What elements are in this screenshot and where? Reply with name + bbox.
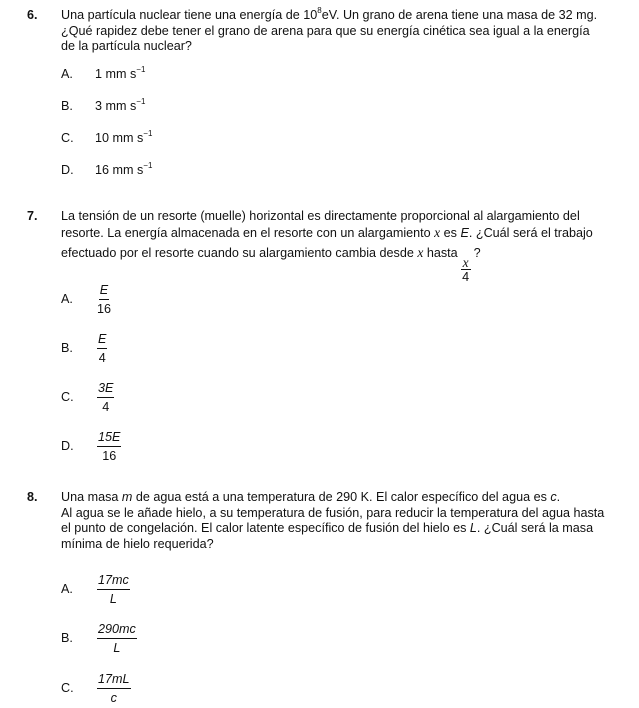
option-label: C. <box>61 681 74 695</box>
option-text: 16 mm $s^{-1}$ <box>95 161 153 177</box>
option-fraction: $\frac{15E}{16}$ <box>98 430 121 463</box>
option-fraction: $\frac{E}{16}$ <box>97 283 112 316</box>
question-stem: Una masa m de agua está a una temperatura de 290 K. El calor específico del agua es c. Al agua se le añade hielo, a su temperatura de fusión, para reducir la temperatura del agua hasta el punto de congelación. El calor latente específico de fusión del hielo es L. ¿Cuál será la masa mínima de hielo requerida? <box>61 490 605 551</box>
question-number: 8. <box>27 490 38 504</box>
option-label: B. <box>61 341 73 355</box>
question-stem: Una partícula nuclear tiene una energía de $10^8eV$. Un grano de arena tiene una masa de 32 mg. ¿Qué rapidez debe tener el grano de arena para que su energía cinética sea igual a la energía de la partícula nuclear? <box>61 6 598 53</box>
inline-fraction: $\frac{x}{4}$ <box>462 255 470 284</box>
option-label: C. <box>61 131 74 145</box>
option-label: B. <box>61 631 73 645</box>
option-fraction: $\frac{290mc}{L}$ <box>98 622 136 655</box>
question-number: 7. <box>27 209 38 223</box>
question-number: 6. <box>27 8 38 22</box>
option-fraction: $\frac{17mc}{L}$ <box>98 573 129 606</box>
option-label: C. <box>61 390 74 404</box>
option-label: B. <box>61 99 73 113</box>
option-label: A. <box>61 582 73 596</box>
option-text: 3 mm $s^{-1}$ <box>95 97 146 113</box>
option-text: 1 mm $s^{-1}$ <box>95 65 146 81</box>
option-label: A. <box>61 67 73 81</box>
option-text: 10 mm $s^{-1}$ <box>95 129 153 145</box>
option-fraction: $\frac{E}{4}$ <box>98 332 107 365</box>
question-stem: La tensión de un resorte (muelle) horizontal es directamente proporcional al alargamiento del resorte. La energía almacenada en el resorte con un alargamiento x es E. ¿Cuál será el trabajo efectuado por el resorte cuando su alargamiento cambia desde x hasta $\frac{x}{4}$ ? <box>61 209 593 284</box>
option-label: D. <box>61 439 74 453</box>
option-fraction: $\frac{3E}{4}$ <box>98 381 114 414</box>
option-label: D. <box>61 163 74 177</box>
option-label: A. <box>61 292 73 306</box>
option-fraction: $\frac{17mL}{c}$ <box>98 672 130 705</box>
